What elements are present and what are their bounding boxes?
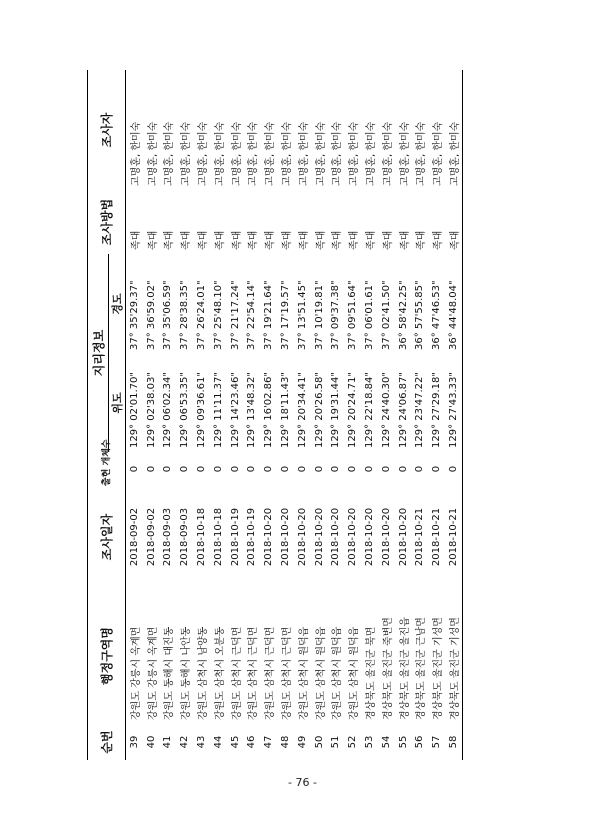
- cell-date: 2018-10-21: [431, 507, 443, 567]
- header-region: 행정구역명: [88, 588, 126, 724]
- cell-method: 족대: [399, 230, 411, 250]
- cell-date: 2018-10-20: [330, 507, 342, 567]
- cell-count: 0: [145, 465, 157, 473]
- cell-lon: 37° 02'41.50": [380, 280, 392, 350]
- cell-method: 족대: [298, 230, 310, 250]
- cell-count: 0: [179, 465, 191, 473]
- cell-surveyor: 고명훈, 한미숙: [416, 121, 428, 186]
- cell-method: 족대: [282, 230, 294, 250]
- cell-lat: 129° 19'31.44": [330, 372, 342, 448]
- cell-date: 2018-10-20: [296, 507, 308, 567]
- cell-method: 족대: [181, 230, 193, 250]
- cell-count: 0: [414, 465, 426, 473]
- cell-num: 43: [196, 735, 208, 749]
- cell-lon: 37° 06'01.61": [364, 280, 376, 350]
- cell-count: 0: [296, 465, 308, 473]
- header-lon: 경도: [111, 293, 124, 315]
- cell-num: 58: [445, 724, 462, 760]
- cell-lat: 129° 20'34.41": [296, 372, 308, 448]
- header-date: 조사일자: [88, 486, 126, 588]
- cell-lon: 37° 26'24.01": [196, 280, 208, 350]
- cell-lat: 129° 16'02.86": [263, 372, 275, 448]
- cell-date: 2018-10-21: [445, 486, 462, 588]
- cell-lat: 129° 24'06.87": [397, 372, 409, 448]
- cell-region: 강원도 삼척시 근덕면: [265, 626, 277, 720]
- table-row: [143, 70, 160, 760]
- cell-region: 강원도 삼척시 남양동: [198, 626, 210, 720]
- cell-surveyor: 고명훈, 한미숙: [198, 121, 210, 186]
- cell-num: 57: [431, 735, 443, 749]
- header-method: 조사방법: [88, 190, 126, 254]
- cell-region: 경상북도 울진군 근남면: [416, 617, 428, 720]
- cell-date: 2018-09-02: [145, 507, 157, 567]
- cell-method: 족대: [349, 230, 361, 250]
- cell-lat: 129° 24'40.30": [380, 372, 392, 448]
- cell-method: 족대: [445, 190, 462, 254]
- cell-date: 2018-10-19: [229, 507, 241, 567]
- cell-method: 족대: [198, 230, 210, 250]
- cell-count: 0: [126, 452, 143, 486]
- cell-count: 0: [246, 465, 258, 473]
- cell-region: 경상북도 울진군 울진읍: [399, 617, 411, 720]
- cell-date: 2018-10-20: [380, 507, 392, 567]
- cell-lat: 129° 11'11.37": [212, 372, 224, 448]
- cell-lon: 37° 35'29.37": [126, 254, 143, 354]
- cell-count: 0: [280, 465, 292, 473]
- cell-lon: 37° 17'19.57": [280, 280, 292, 350]
- cell-count: 0: [347, 465, 359, 473]
- cell-count: 0: [431, 465, 443, 473]
- cell-surveyor: 고명훈, 한미숙: [366, 121, 378, 186]
- table-body: [126, 70, 463, 760]
- cell-lon: 37° 35'06.59": [162, 280, 174, 350]
- cell-lon: 37° 09'37.38": [330, 280, 342, 350]
- cell-date: 2018-10-19: [246, 507, 258, 567]
- cell-num: 45: [229, 735, 241, 749]
- cell-surveyor: 고명훈, 한미숙: [164, 121, 176, 186]
- cell-date: 2018-10-20: [263, 507, 275, 567]
- cell-lon: 37° 22'54.14": [246, 280, 258, 350]
- cell-date: 2018-10-20: [347, 507, 359, 567]
- cell-date: 2018-09-03: [179, 507, 191, 567]
- cell-date: 2018-10-20: [397, 507, 409, 567]
- cell-surveyor: 고명훈, 한미숙: [147, 121, 159, 186]
- table-row: [227, 70, 244, 760]
- cell-num: 49: [296, 735, 308, 749]
- cell-region: 강원도 강릉시 옥계면: [126, 588, 143, 724]
- cell-num: 42: [179, 735, 191, 749]
- cell-region: 강원도 삼척시 근덕면: [231, 626, 243, 720]
- cell-surveyor: 고명훈, 한미숙: [298, 121, 310, 186]
- cell-num: 46: [246, 735, 258, 749]
- cell-date: 2018-10-21: [414, 507, 426, 567]
- cell-lat: 129° 22'18.84": [364, 372, 376, 448]
- cell-count: 0: [196, 465, 208, 473]
- table-row: [244, 70, 261, 760]
- cell-method: 족대: [248, 230, 260, 250]
- cell-num: 53: [364, 735, 376, 749]
- cell-region: 경상북도 울진군 죽변면: [382, 617, 394, 720]
- cell-count: 0: [162, 465, 174, 473]
- cell-surveyor: 고명훈, 한미숙: [382, 121, 394, 186]
- cell-count: 0: [313, 465, 325, 473]
- cell-surveyor: 고명훈, 한미숙: [399, 121, 411, 186]
- header-count: 출현 개체수: [88, 452, 126, 486]
- cell-lat: 129° 23'47.22": [414, 372, 426, 448]
- cell-region: 강원도 동해시 대진동: [164, 626, 176, 720]
- cell-date: 2018-09-02: [126, 486, 143, 588]
- cell-surveyor: 고명훈, 한미숙: [181, 121, 193, 186]
- cell-region: 강원도 삼척시 원덕읍: [332, 626, 344, 720]
- cell-region: 강원도 삼척시 원덕읍: [349, 626, 361, 720]
- cell-num: 54: [380, 735, 392, 749]
- cell-lat: 129° 02'01.70": [126, 354, 143, 452]
- cell-date: 2018-09-03: [162, 507, 174, 567]
- cell-count: 0: [212, 465, 224, 473]
- cell-lon: 37° 09'51.64": [347, 280, 359, 350]
- cell-lon: 37° 13'51.45": [296, 280, 308, 350]
- cell-lon: 36° 57'55.85": [414, 280, 426, 350]
- cell-surveyor: 고명훈, 한미숙: [433, 121, 445, 186]
- cell-lon: 36° 44'48.04": [445, 254, 462, 354]
- cell-lat: 129° 06'02.34": [162, 372, 174, 448]
- cell-num: 48: [280, 735, 292, 749]
- cell-region: 강원도 동해시 나안동: [181, 626, 193, 720]
- cell-surveyor: 고명훈, 한미숙: [332, 121, 344, 186]
- cell-lon: 37° 19'21.64": [263, 280, 275, 350]
- cell-surveyor: 고명훈, 한미숙: [349, 121, 361, 186]
- cell-count: 0: [330, 465, 342, 473]
- table-row: [126, 70, 143, 760]
- cell-num: 47: [263, 735, 275, 749]
- cell-method: 족대: [214, 230, 226, 250]
- cell-method: 족대: [231, 230, 243, 250]
- cell-method: 족대: [147, 230, 159, 250]
- cell-method: 족대: [433, 230, 445, 250]
- cell-lon: 37° 25'48.10": [212, 280, 224, 350]
- cell-region: 강원도 삼척시 원덕읍: [315, 626, 327, 720]
- cell-method: 족대: [382, 230, 394, 250]
- cell-surveyor: 고명훈, 한미숙: [231, 121, 243, 186]
- cell-lon: 36° 47'46.53": [431, 280, 443, 350]
- cell-lat: 129° 09'36.61": [196, 372, 208, 448]
- table-row: [193, 70, 210, 760]
- cell-date: 2018-10-20: [280, 507, 292, 567]
- cell-count: 0: [397, 465, 409, 473]
- table-row: [260, 70, 277, 760]
- cell-count: 0: [263, 465, 275, 473]
- cell-surveyor: 고명훈, 한미숙: [265, 121, 277, 186]
- table-row: [361, 70, 378, 760]
- cell-num: 40: [145, 735, 157, 749]
- table-row: [210, 70, 227, 760]
- cell-surveyor: 고명훈, 한미숙: [445, 70, 462, 190]
- cell-date: 2018-10-18: [212, 507, 224, 567]
- cell-date: 2018-10-20: [364, 507, 376, 567]
- cell-num: 39: [126, 724, 143, 760]
- cell-surveyor: 고명훈, 한미숙: [315, 121, 327, 186]
- cell-lon: 37° 28'38.35": [179, 280, 191, 350]
- cell-region: 강원도 삼척시 근덕면: [282, 626, 294, 720]
- cell-region: 강원도 삼척시 오분동: [214, 626, 226, 720]
- cell-num: 56: [414, 735, 426, 749]
- header-surveyor: 조사자: [88, 70, 126, 190]
- cell-lon: 37° 21'17.24": [229, 280, 241, 350]
- cell-method: 족대: [366, 230, 378, 250]
- table-row: [160, 70, 177, 760]
- cell-lat: 129° 27'29.18": [431, 372, 443, 448]
- cell-region: 경상북도 울진군 기성면: [433, 617, 445, 720]
- page-number: - 76 -: [288, 776, 317, 789]
- table-row: [378, 70, 395, 760]
- cell-count: 0: [380, 465, 392, 473]
- table-row: [412, 70, 429, 760]
- cell-surveyor: 고명훈, 한미숙: [126, 70, 143, 190]
- header-num: 순번: [88, 724, 126, 760]
- cell-num: 50: [313, 735, 325, 749]
- cell-method: 족대: [416, 230, 428, 250]
- cell-lat: 129° 20'26.58": [313, 372, 325, 448]
- table-row: [328, 70, 345, 760]
- table-row: [344, 70, 361, 760]
- cell-method: 족대: [315, 230, 327, 250]
- cell-lat: 129° 14'23.46": [229, 372, 241, 448]
- cell-count: 0: [229, 465, 241, 473]
- cell-surveyor: 고명훈, 한미숙: [282, 121, 294, 186]
- cell-lat: 129° 27'43.33": [445, 354, 462, 452]
- cell-count: 0: [445, 452, 462, 486]
- cell-lon: 37° 36'59.02": [145, 280, 157, 350]
- cell-lat: 129° 13'48.32": [246, 372, 258, 448]
- table-row: [445, 70, 462, 760]
- table-row: [311, 70, 328, 760]
- cell-surveyor: 고명훈, 한미숙: [248, 121, 260, 186]
- cell-method: 족대: [164, 230, 176, 250]
- cell-lat: 129° 20'24.71": [347, 372, 359, 448]
- cell-region: 강원도 삼척시 원덕읍: [298, 626, 310, 720]
- cell-lat: 129° 02'38.03": [145, 372, 157, 448]
- cell-method: 족대: [265, 230, 277, 250]
- survey-table: [87, 70, 463, 760]
- table-row: [277, 70, 294, 760]
- cell-num: 41: [162, 735, 174, 749]
- cell-method: 족대: [332, 230, 344, 250]
- cell-lat: 129° 06'53.35": [179, 372, 191, 448]
- cell-num: 51: [330, 735, 342, 749]
- header-lat: 위도: [111, 392, 124, 414]
- cell-region: 강원도 삼척시 근덕면: [248, 626, 260, 720]
- table-row: [428, 70, 445, 760]
- cell-lon: 37° 10'19.81": [313, 280, 325, 350]
- cell-region: 경상북도 울진군 기성면: [445, 588, 462, 724]
- cell-date: 2018-10-18: [196, 507, 208, 567]
- cell-num: 44: [212, 735, 224, 749]
- table-row: [395, 70, 412, 760]
- cell-num: 52: [347, 735, 359, 749]
- table-row: [176, 70, 193, 760]
- cell-surveyor: 고명훈, 한미숙: [214, 121, 226, 186]
- cell-count: 0: [364, 465, 376, 473]
- cell-region: 강원도 강릉시 옥계면: [147, 626, 159, 720]
- table-row: [294, 70, 311, 760]
- cell-region: 경상북도 울진군 북면: [366, 626, 378, 720]
- header-geo: 지리정보: [88, 254, 109, 452]
- cell-lon: 36° 58'42.25": [397, 280, 409, 350]
- cell-method: 족대: [126, 190, 143, 254]
- cell-lat: 129° 18'11.43": [280, 372, 292, 448]
- rotated-table-container: [87, 70, 467, 760]
- cell-date: 2018-10-20: [313, 507, 325, 567]
- cell-num: 55: [397, 735, 409, 749]
